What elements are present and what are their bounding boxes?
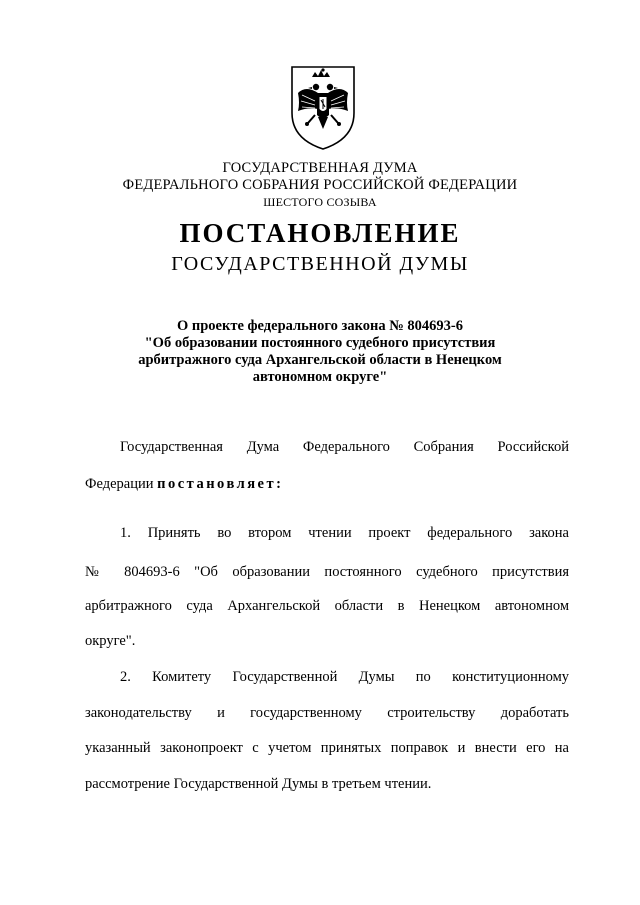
- header-line-duma: ГОСУДАРСТВЕННАЯ ДУМА: [222, 160, 418, 176]
- body-line: 2. Комитету Государственной Думы по конституционному: [120, 669, 569, 685]
- body-line: арбитражного суда Архангельской области в Ненецком автономном: [85, 598, 569, 614]
- resolution-subject: [130, 318, 510, 386]
- header-line-convocation: ШЕСТОГО СОЗЫВА: [263, 195, 377, 209]
- preamble-prefix: Федерации: [85, 476, 158, 492]
- body-line: округе".: [85, 633, 136, 649]
- body-line: [85, 476, 569, 493]
- body-line: рассмотрение Государственной Думы в третьем чтении.: [85, 776, 432, 792]
- body-line: 1. Принять во втором чтении проект федерального закона: [120, 525, 569, 541]
- body-line: № 804693-6 "Об образовании постоянного судебного присутствия: [85, 564, 569, 580]
- body-line: законодательству и государственному строительству доработать: [85, 705, 569, 721]
- decree-word: постановляет:: [157, 476, 284, 492]
- subject-line: арбитражного суда Архангельской области в Ненецком: [138, 352, 502, 368]
- document-issuer-subtitle: ГОСУДАРСТВЕННОЙ ДУМЫ: [171, 253, 469, 275]
- body-line: указанный законопроект с учетом принятых поправок и внести его на: [85, 740, 569, 756]
- subject-line: "Об образовании постоянного судебного присутствия: [144, 335, 496, 351]
- subject-line: автономном округе": [252, 369, 388, 385]
- body-line: Государственная Дума Федерального Собрания Российской: [120, 439, 569, 455]
- document-type-title: ПОСТАНОВЛЕНИЕ: [179, 218, 461, 248]
- coat-of-arms-emblem: [288, 63, 358, 151]
- subject-line: О проекте федерального закона № 804693-6: [176, 318, 464, 334]
- header-line-federal-assembly: ФЕДЕРАЛЬНОГО СОБРАНИЯ РОССИЙСКОЙ ФЕДЕРАЦИИ: [122, 177, 518, 193]
